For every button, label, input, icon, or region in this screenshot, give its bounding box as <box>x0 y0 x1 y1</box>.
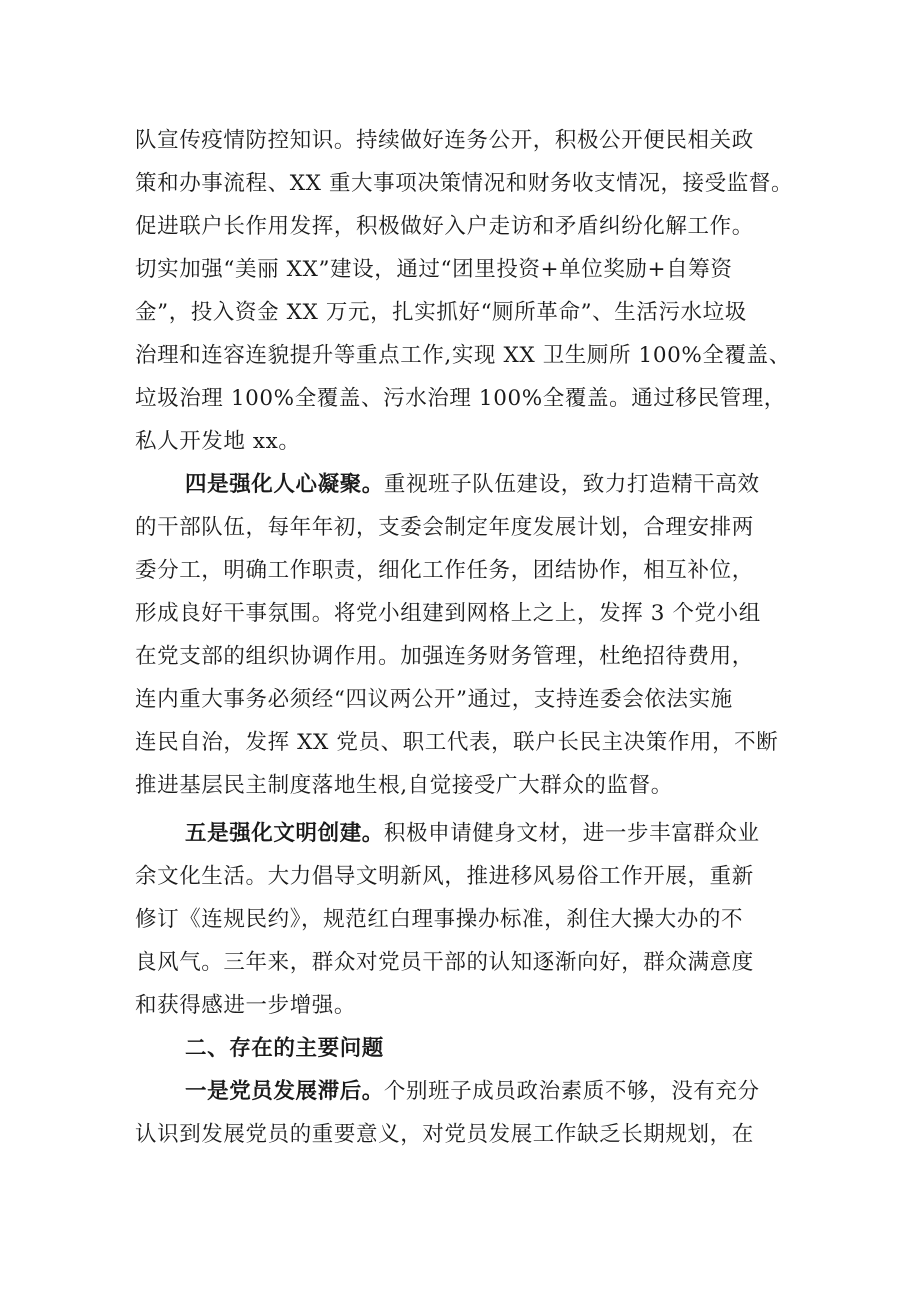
paragraph-line: 修订《连规民约》，规范红白理事操办标准，刹住大操大办的不 <box>135 907 744 932</box>
paragraph-line: 私人开发地 xx。 <box>135 429 301 454</box>
paragraph-line: 委分工，明确工作职责，细化工作任务，团结协作，相互补位， <box>135 558 754 583</box>
paragraph-line: 推进基层民主制度落地生根,自觉接受广大群众的监督。 <box>135 773 673 798</box>
problem-1-first-line-text: 个别班子成员政治素质不够，没有充分 <box>383 1079 760 1104</box>
paragraph-line: 余文化生活。大力倡导文明新风，推进移风易俗工作开展，重新 <box>135 864 754 889</box>
section-4-first-line-text: 重视班子队伍建设，致力打造精干高效 <box>383 472 760 497</box>
section-5-first-line <box>185 816 800 852</box>
paragraph-line: 认识到发展党员的重要意义，对党员发展工作缺乏长期规划，在 <box>135 1122 754 1147</box>
paragraph-line: 垃圾治理 100%全覆盖、污水治理 100%全覆盖。通过移民管理， <box>135 386 786 411</box>
paragraph-line: 促进联户长作用发挥，积极做好入户走访和矛盾纠纷化解工作。 <box>135 214 754 239</box>
section-5-heading: 五是强化文明创建。 <box>185 821 384 846</box>
paragraph-line: 和获得感进一步增强。 <box>135 993 357 1018</box>
paragraph-line: 良风气。三年来，群众对党员干部的认知逐渐向好，群众满意度 <box>135 950 754 975</box>
paragraph-line: 的干部队伍，每年年初，支委会制定年度发展计划，合理安排两 <box>135 515 754 540</box>
paragraph-line: 策和办事流程、XX 重大事项决策情况和财务收支情况，接受监督。 <box>135 171 794 196</box>
paragraph-line: 金”，投入资金 XX 万元，扎实抓好“厕所革命”、生活污水垃圾 <box>135 300 747 325</box>
paragraph-line: 在党支部的组织协调作用。加强连务财务管理，杜绝招待费用， <box>135 644 754 669</box>
paragraph-line: 切实加强“美丽 XX”建设，通过“团里投资+单位奖励+自筹资 <box>135 257 733 282</box>
paragraph-line: 形成良好干事氛围。将党小组建到网格上之上，发挥 3 个党小组 <box>135 601 761 626</box>
section-5-first-line-text: 积极申请健身文材，进一步丰富群众业 <box>383 821 760 846</box>
section-4-first-line <box>185 467 800 503</box>
problem-1-first-line <box>185 1074 800 1110</box>
paragraph-line: 治理和连容连貌提升等重点工作,实现 XX 卫生厕所 100%全覆盖、 <box>135 343 791 368</box>
section-title: 二、存在的主要问题 <box>185 1036 384 1061</box>
section-4-heading: 四是强化人心凝聚。 <box>185 472 384 497</box>
paragraph-line: 连民自治，发挥 XX 党员、职工代表，联户长民主决策作用，不断 <box>135 730 779 755</box>
problem-1-heading: 一是党员发展滞后。 <box>185 1079 384 1104</box>
paragraph-line: 队宣传疫情防控知识。持续做好连务公开，积极公开便民相关政 <box>135 128 754 153</box>
paragraph-line: 连内重大事务必须经“四议两公开”通过，支持连委会依法实施 <box>135 687 733 712</box>
